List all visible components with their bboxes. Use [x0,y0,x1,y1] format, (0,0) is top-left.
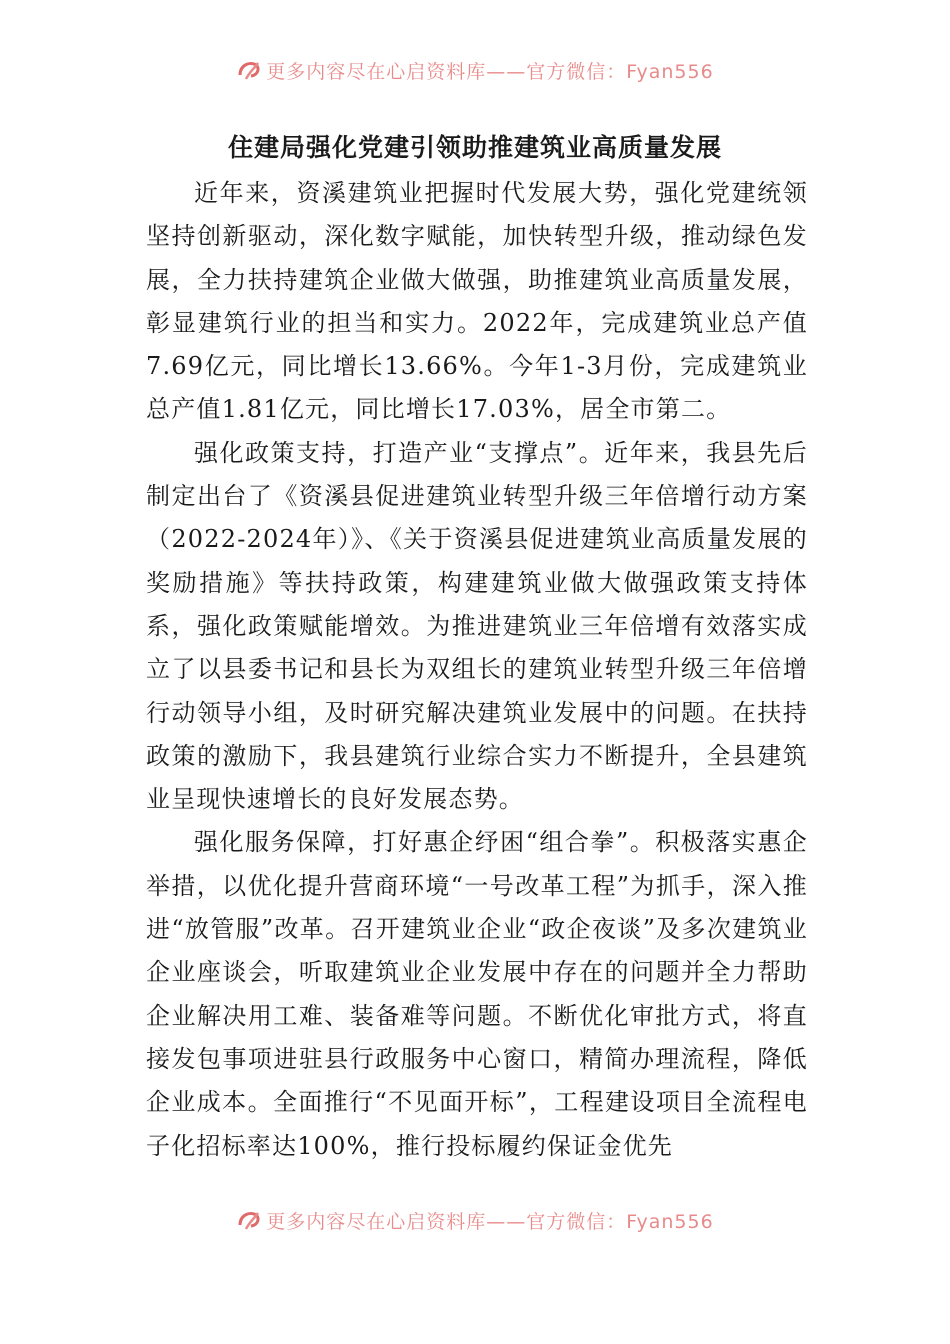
paragraph-1: 近年来，资溪建筑业把握时代发展大势，强化党建统领坚持创新驱动，深化数字赋能，加快转型升级，推动绿色发展，全力扶持建筑企业做大做强，助推建筑业高质量发展，彰显建筑行业的担当和实力。2022年，完成建筑业总产值7.69亿元，同比增长13.66%。今年1-3月份，完成建筑业总产值1.81亿元，同比增长17.03%，居全市第二。 [146,179,808,424]
logo-icon [236,57,262,83]
document-title: 住建局强化党建引领助推建筑业高质量发展 [227,133,722,162]
paragraph-2: 强化政策支持，打造产业“支撑点”。近年来，我县先后制定出台了《资溪县促进建筑业转型升级三年倍增行动方案（2022-2024年）》、《关于资溪县促进建筑业高质量发展的奖励措施》等扶持政策，构建建筑业做大做强政策支持体系，强化政策赋能增效。为推进建筑业三年倍增有效落实成立了以县委书记和县长为双组长的建筑业转型升级三年倍增行动领导小组，及时研究解决建筑业发展中的问题。在扶持政策的激励下，我县建筑行业综合实力不断提升，全县建筑业呈现快速增长的良好发展态势。 [146,438,808,814]
logo-icon [236,1207,262,1233]
watermark-footer [0,1205,950,1235]
watermark-header [0,55,950,85]
watermark-text: 更多内容尽在心启资料库——官方微信：Fyan556 [266,60,714,83]
document-body [146,172,808,1168]
watermark-text: 更多内容尽在心启资料库——官方微信：Fyan556 [266,1210,714,1233]
paragraph-3: 强化服务保障，打好惠企纾困“组合拳”。积极落实惠企举措，以优化提升营商环境“一号改革工程”为抓手，深入推进“放管服”改革。召开建筑业企业“政企夜谈”及多次建筑业企业座谈会，听取建筑业企业发展中存在的问题并全力帮助企业解决用工难、装备难等问题。不断优化审批方式，将直接发包事项进驻县行政服务中心窗口，精简办理流程，降低企业成本。全面推行“不见面开标”，工程建设项目全流程电子化招标率达100%，推行投标履约保证金优先 [146,828,808,1160]
